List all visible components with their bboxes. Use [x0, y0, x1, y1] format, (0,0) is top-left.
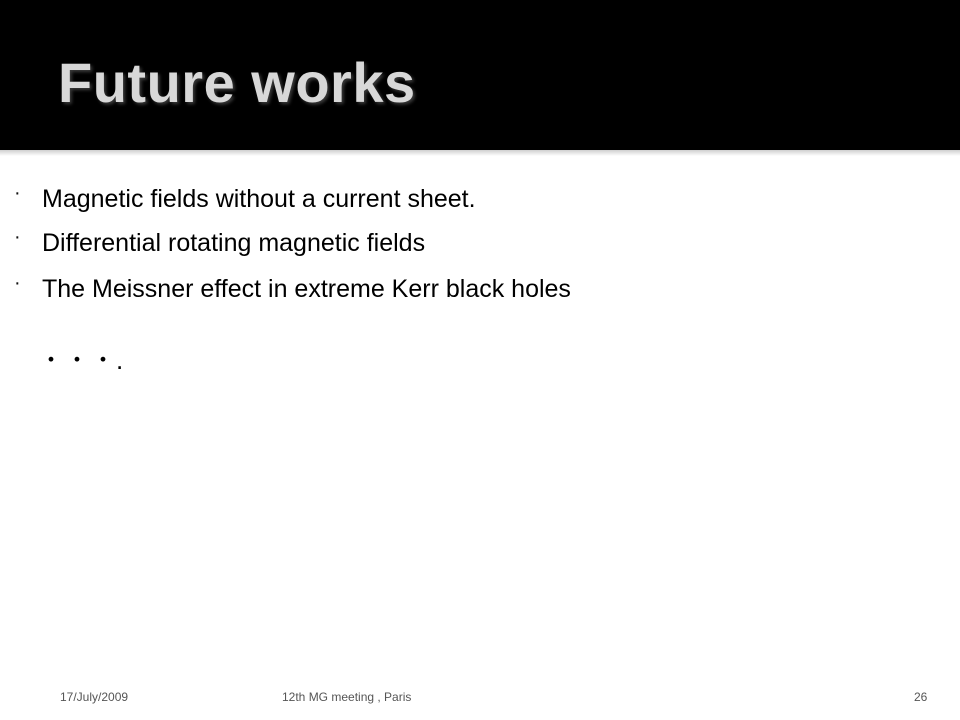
slide-title: Future works	[58, 51, 416, 114]
bullet-marker: ·	[14, 225, 21, 248]
footer-date: 17/July/2009	[60, 690, 129, 704]
bullet-item	[14, 226, 425, 260]
bullet-text: Magnetic fields without a current sheet.	[42, 184, 476, 213]
bullet-marker: ·	[14, 271, 21, 294]
bullet-marker: ·	[14, 181, 21, 204]
ellipsis-continuation: ・・・.	[38, 345, 124, 375]
footer-event: 12th MG meeting , Paris	[282, 690, 412, 704]
bullet-text: The Meissner effect in extreme Kerr black holes	[42, 274, 571, 303]
footer-page-number: 26	[914, 690, 928, 704]
bullet-item	[14, 182, 476, 216]
bullet-item	[14, 272, 571, 306]
bullet-text: Differential rotating magnetic fields	[42, 228, 426, 257]
